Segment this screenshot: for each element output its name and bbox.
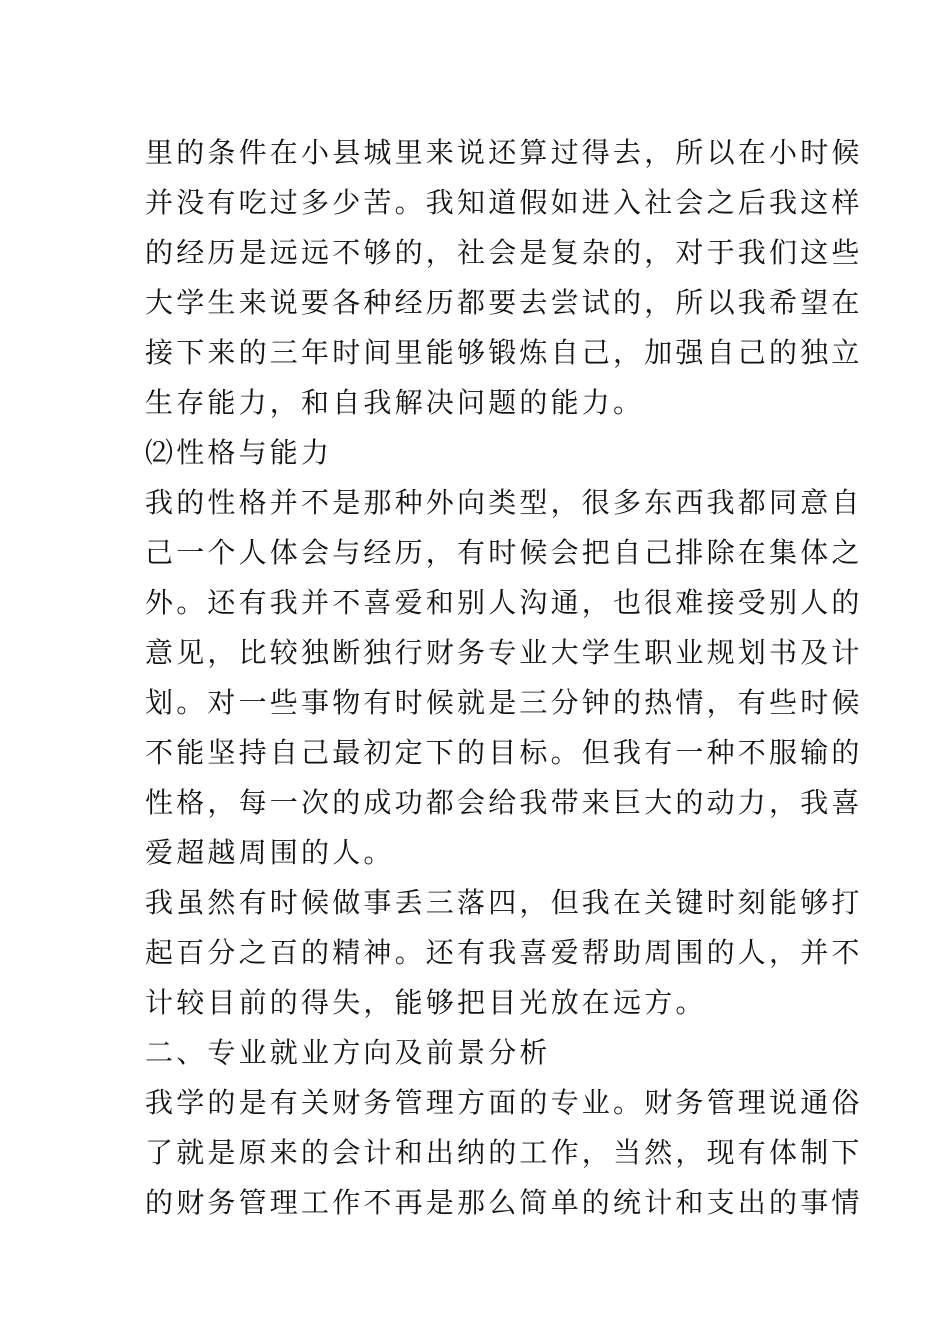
- text-line: 的经历是远远不够的，社会是复杂的，对于我们这些: [145, 236, 863, 269]
- text-line: 我的性格并不是那种外向类型，很多东西我都同意自: [145, 486, 863, 519]
- body-text: [145, 128, 863, 1228]
- text-line: 生存能力，和自我解决问题的能力。: [145, 386, 645, 419]
- text-line: 并没有吃过多少苦。我知道假如进入社会之后我这样: [145, 186, 863, 219]
- text-line: 里的条件在小县城里来说还算过得去，所以在小时候: [145, 136, 863, 169]
- text-line: 计较目前的得失，能够把目光放在远方。: [145, 986, 707, 1019]
- text-line: 了就是原来的会计和出纳的工作，当然，现有体制下: [145, 1136, 863, 1169]
- text-line: 不能坚持自己最初定下的目标。但我有一种不服输的: [145, 736, 863, 769]
- text-line: 起百分之百的精神。还有我喜爱帮助周围的人，并不: [145, 936, 863, 969]
- text-line: 划。对一些事物有时候就是三分钟的热情，有些时候: [145, 686, 863, 719]
- text-line: 性格，每一次的成功都会给我带来巨大的动力，我喜: [145, 786, 863, 819]
- text-line: 外。还有我并不喜爱和别人沟通，也很难接受别人的: [145, 586, 863, 619]
- text-line: 我虽然有时候做事丢三落四，但我在关键时刻能够打: [145, 886, 863, 919]
- text-line: 大学生来说要各种经历都要去尝试的，所以我希望在: [145, 286, 863, 319]
- text-line: 爱超越周围的人。: [145, 836, 395, 869]
- text-line: 我学的是有关财务管理方面的专业。财务管理说通俗: [145, 1086, 863, 1119]
- text-line: 接下来的三年时间里能够锻炼自己，加强自己的独立: [145, 336, 863, 369]
- text-line: 意见，比较独断独行财务专业大学生职业规划书及计: [145, 636, 863, 669]
- text-line: 己一个人体会与经历，有时候会把自己排除在集体之: [145, 536, 863, 569]
- section-heading: 二、专业就业方向及前景分析: [145, 1036, 551, 1069]
- text-line: 的财务管理工作不再是那么简单的统计和支出的事情: [145, 1186, 863, 1219]
- section-heading: ⑵性格与能力: [145, 436, 333, 469]
